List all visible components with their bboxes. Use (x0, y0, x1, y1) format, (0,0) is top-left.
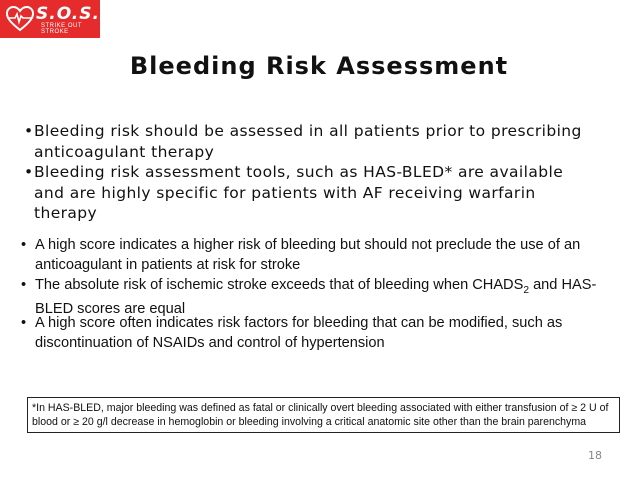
sub-bullet-3 (20, 314, 620, 353)
sub-bullet-1 (20, 236, 620, 275)
logo-tagline: STRIKE OUT STROKE (41, 23, 82, 35)
sub-bullet-text-before: The absolute risk of ischemic stroke exceeds that of bleeding when CHADS (35, 277, 524, 293)
footnote-box: *In HAS-BLED, major bleeding was defined as fatal or clinically overt bleeding associated with either transfusion of ≥ 2 U of blood or ≥ 20 g/l decrease in hemoglobin or bleeding involving a critical anatomic site other than the brain parenchyma (27, 397, 620, 433)
slide-title: Bleeding Risk Assessment (129, 52, 509, 80)
heart-ekg-icon (6, 6, 34, 32)
sub-bullet-text: A high score indicates a higher risk of bleeding but should not preclude the use of an anticoagulant in patients at risk for stroke (35, 237, 581, 273)
bullet-marker: • (24, 163, 34, 181)
main-bullet-text: Bleeding risk should be assessed in all patients prior to prescribing anticoagulant therapy (34, 122, 582, 161)
main-bullet-2 (24, 162, 584, 224)
sos-logo (0, 0, 100, 38)
main-bullet-text: Bleeding risk assessment tools, such as HAS-BLED* are available and are highly specific for patients with AF receiving warfarin therapy (34, 163, 564, 222)
main-bullet-1 (24, 121, 584, 162)
logo-brand: S.O.S. (36, 4, 100, 24)
bullet-marker: • (24, 122, 34, 140)
bullet-marker: • (21, 237, 27, 253)
subscript: 2 (523, 284, 530, 296)
sub-bullet-text-after: and HAS-BLED scores are equal (35, 277, 597, 318)
sub-bullet-text: A high score often indicates risk factors for bleeding that can be modified, such as discontinuation of NSAIDs and control of hypertension (35, 315, 563, 351)
page-number: 18 (588, 449, 602, 462)
bullet-marker: • (21, 315, 27, 331)
bullet-marker: • (21, 277, 27, 293)
